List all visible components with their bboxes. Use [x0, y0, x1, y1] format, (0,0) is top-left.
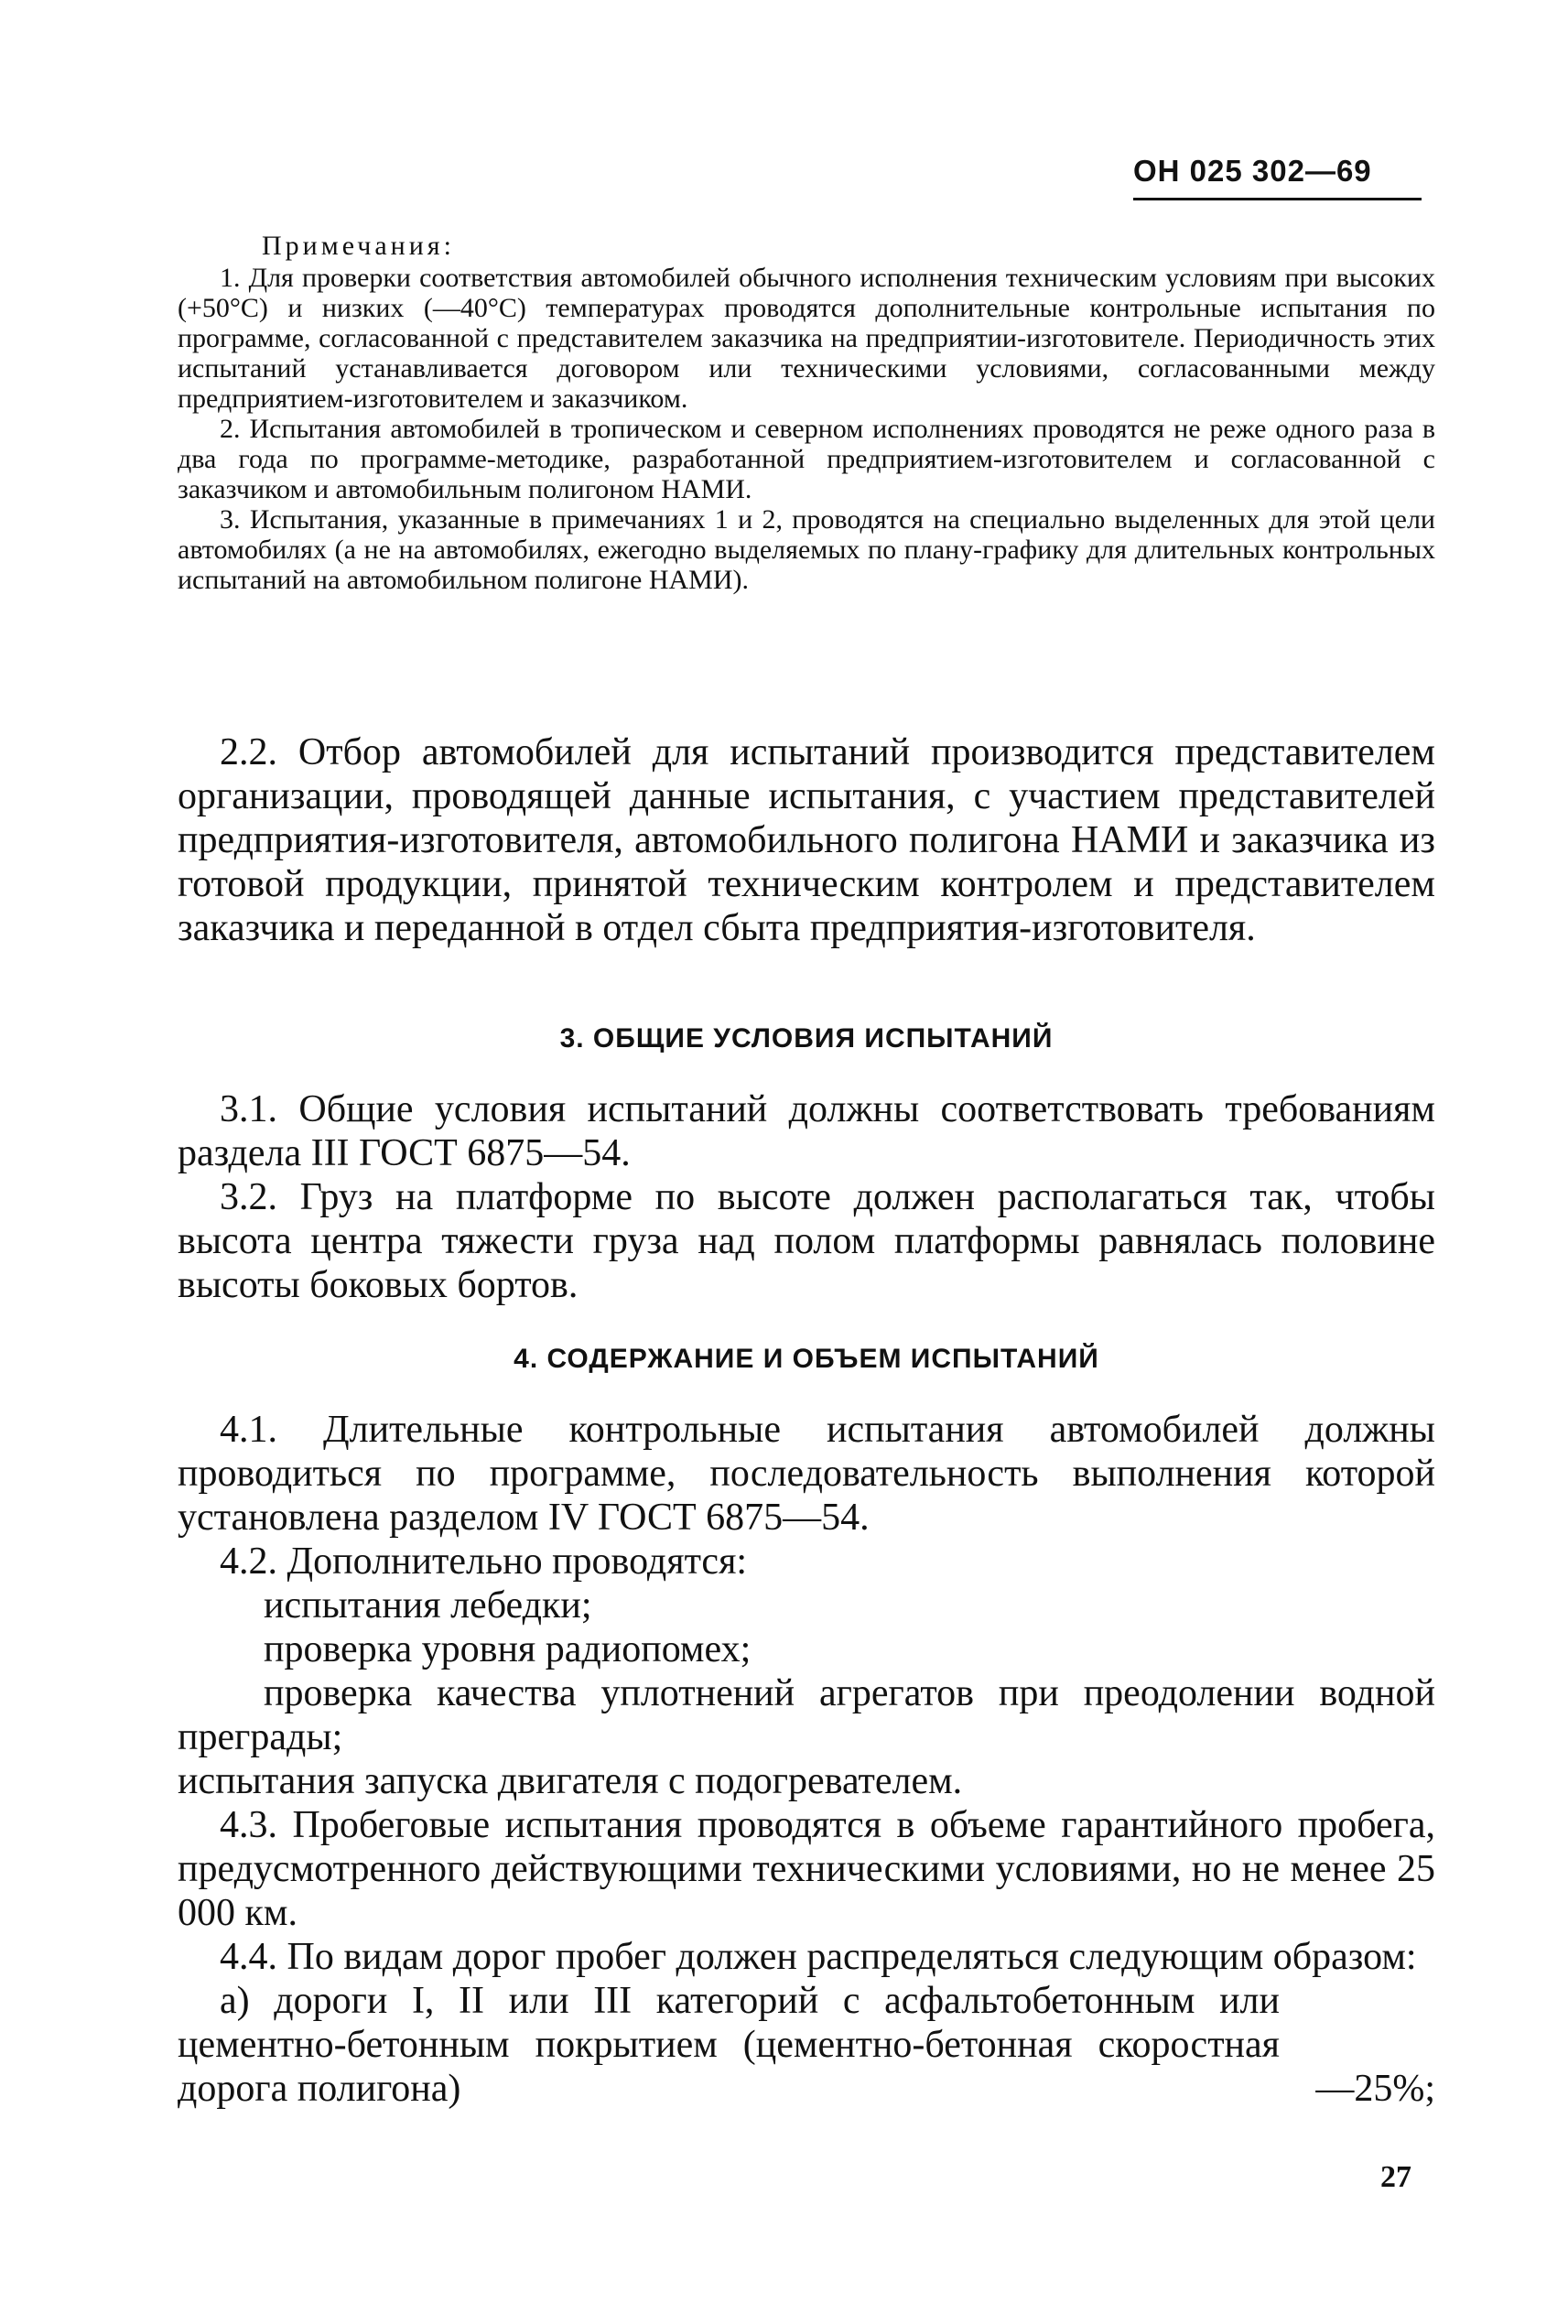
page-number: 27 [1380, 2160, 1411, 2194]
section-3-block [178, 1087, 1435, 1307]
document-code: ОН 025 302—69 [1133, 154, 1422, 200]
list-item-winch: испытания лебедки; [264, 1584, 592, 1627]
paragraph-4-4: 4.4. По видам дорог пробег должен распределяться следующим образом: [220, 1936, 1417, 1978]
paragraph-4-1: 4.1. Длительные контрольные испытания автомобилей должны проводиться по программе, последовательность выполнения которой установлена разделом IV ГОСТ 6875—54. [178, 1409, 1435, 1539]
list-item-radio-noise: проверка уровня радиопомех; [264, 1628, 752, 1670]
section-4-heading: 4. СОДЕРЖАНИЕ И ОБЪЕМ ИСПЫТАНИЙ [514, 1344, 1099, 1374]
item-a-percentage: —25%; [1315, 2068, 1435, 2110]
paragraph-4-3: 4.3. Пробеговые испытания проводятся в объеме гарантийного пробега, предусмотренного действующими техническими условиями, но не менее 25 000 км. [178, 1804, 1435, 1934]
note-item-1: 1. Для проверки соответствия автомобилей обычного исполнения техническим условиям при высоких (+50°С) и низких (—40°С) температурах проводятся дополнительные контрольные испытания по программе, согласованной с представителем заказчика на предприятии-изготовителе. Периодичность этих испытаний устанавливается договором или техническими условиями, согласованными между предприятием-изготовителем и заказчиком. [178, 263, 1435, 414]
note-item-3: 3. Испытания, указанные в примечаниях 1 и 2, проводятся на специально выделенных для этой цели автомобилях (а не на автомобилях, ежегодно выделяемых по плану-графику для длительных контрольных испытаний на автомобильном полигоне НАМИ). [178, 504, 1435, 595]
list-item-engine-start: испытания запуска двигателя с подогревателем. [178, 1760, 963, 1802]
note-item-2: 2. Испытания автомобилей в тропическом и северном исполнениях проводятся не реже одного раза в два года по программе-методике, разработанной предприятием-изготовителем и согласованной с заказчиком и автомобильным полигоном НАМИ. [178, 414, 1435, 504]
paragraph-3-1: 3.1. Общие условия испытаний должны соответствовать требованиям раздела III ГОСТ 6875—54. [178, 1088, 1435, 1174]
section-4-block [178, 1408, 1435, 2111]
item-a-block [178, 1979, 1435, 2111]
item-a-text: а) дороги I, II или III категорий с асфальтобетонным или цементно-бетонным покрытием (цементно-бетонная скоростная дорога полигона) [178, 1980, 1280, 2110]
paragraph-4-2: 4.2. Дополнительно проводятся: [220, 1540, 748, 1583]
section-3-heading: 3. ОБЩИЕ УСЛОВИЯ ИСПЫТАНИЙ [559, 1023, 1054, 1054]
notes-title: Примечания: [262, 231, 455, 261]
list-item-seals: проверка качества уплотнений агрегатов при преодолении водной преграды; [178, 1672, 1435, 1758]
paragraph-3-2: 3.2. Груз на платформе по высоте должен располагаться так, чтобы высота центра тяжести груза над полом платформы равнялась половине высоты боковых бортов. [178, 1176, 1435, 1306]
section-2-block [178, 730, 1435, 950]
notes-block [178, 231, 1435, 595]
paragraph-2-2: 2.2. Отбор автомобилей для испытаний производится представителем организации, проводящей данные испытания, с участием представителей предприятия-изготовителя, автомобильного полигона НАМИ и заказчика из готовой продукции, принятой техническим контролем и представителем заказчика и переданной в отдел сбыта предприятия-изготовителя. [178, 731, 1435, 949]
